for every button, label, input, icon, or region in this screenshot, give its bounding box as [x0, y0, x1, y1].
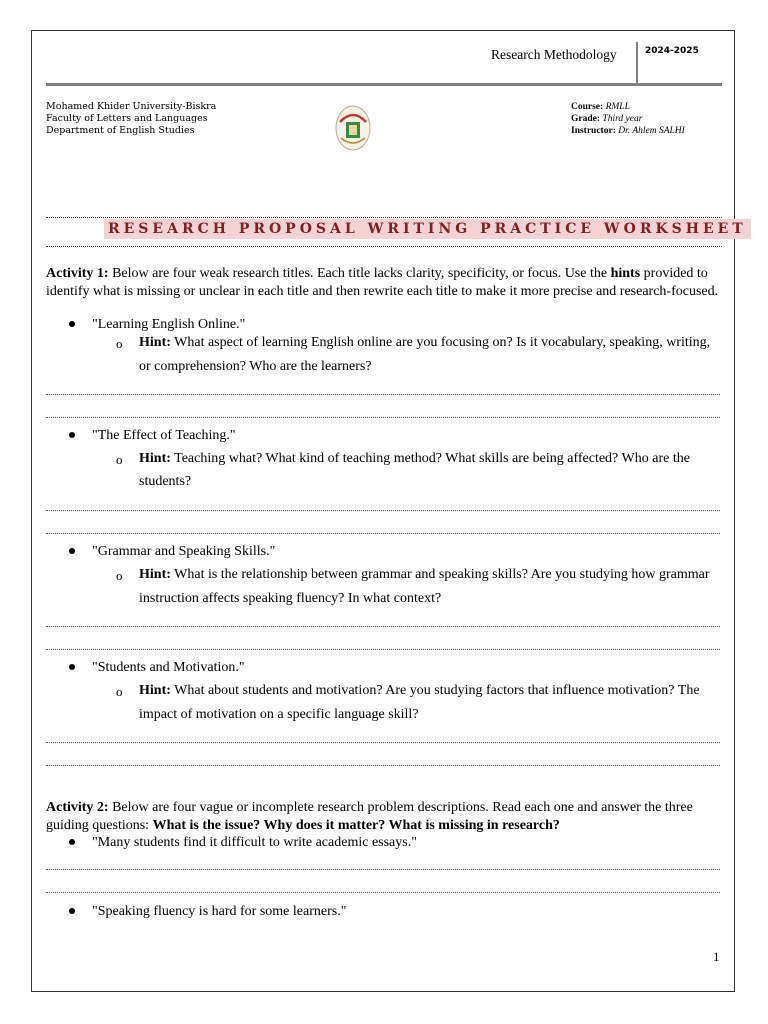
course-line: Course: RMLL — [571, 102, 630, 112]
institution-block — [46, 101, 216, 137]
answer-line — [46, 892, 720, 893]
bullet-dot — [69, 321, 75, 327]
title-rule-top — [46, 217, 722, 218]
weak-title-4: "Students and Motivation." — [92, 660, 245, 675]
answer-line — [46, 626, 720, 627]
hint-2-line2: students? — [139, 474, 192, 489]
hint-4-line1: Hint: What about students and motivation? Are you studying factors that influence motivation? The — [139, 683, 700, 698]
header-rule — [46, 83, 722, 86]
worksheet-title: RESEARCH PROPOSAL WRITING PRACTICE WORKSHEET — [108, 221, 747, 237]
activity2-label: Activity 2: — [46, 800, 109, 815]
university-logo — [334, 104, 372, 154]
problem-description-2: "Speaking fluency is hard for some learners." — [92, 904, 347, 919]
problem-description-1: "Many students find it difficult to write academic essays." — [92, 835, 417, 850]
header-year: 2024-2025 — [645, 46, 699, 56]
bullet-dot — [69, 839, 75, 845]
answer-line — [46, 533, 720, 534]
worksheet-title-box — [104, 219, 751, 239]
header-course-title: Research Methodology — [491, 47, 617, 62]
header-separator — [636, 42, 638, 84]
course-info-block — [571, 101, 685, 137]
hint-marker: o — [116, 452, 123, 467]
bullet-dot — [69, 432, 75, 438]
course-value: RMLL — [605, 102, 630, 112]
hint-marker: o — [116, 336, 123, 351]
hint-3-line2: instruction affects speaking fluency? In what context? — [139, 591, 442, 606]
activity2-intro: Activity 2: Below are four vague or incomplete research problem descriptions. Read each one and answer the three guiding questions: What is the issue? Why does it matter? What is missing in research? — [46, 800, 693, 833]
page-number: 1 — [713, 949, 720, 964]
answer-line — [46, 649, 720, 650]
answer-line — [46, 394, 720, 395]
activity1-intro: Activity 1: Below are four weak research titles. Each title lacks clarity, specificity, or focus. Use the hints provided to identify what is missing or unclear in each title and then rewrite each title to make it more precise and research-focused. — [46, 266, 719, 299]
instructor-value: Dr. Ahlem SALHI — [618, 126, 685, 136]
institution-faculty: Faculty of Letters and Languages — [46, 113, 208, 124]
hint-2-line1: Hint: Teaching what? What kind of teaching method? What skills are being affected? Who are the — [139, 451, 690, 466]
institution-university: Mohamed Khider University-Biskra — [46, 101, 217, 112]
hint-1-line2: or comprehension? Who are the learners? — [139, 359, 372, 374]
title-rule-bottom — [46, 246, 722, 247]
hint-marker: o — [116, 568, 123, 583]
activity1-label: Activity 1: — [46, 266, 109, 281]
weak-title-1: "Learning English Online." — [92, 317, 246, 332]
bullet-dot — [69, 664, 75, 670]
hint-1-line1: Hint: What aspect of learning English online are you focusing on? Is it vocabulary, speaking, writing, — [139, 335, 711, 350]
answer-line — [46, 765, 720, 766]
grade-value: Third year — [602, 114, 643, 124]
bullet-dot — [69, 548, 75, 554]
grade-line: Grade: Third year — [571, 114, 643, 124]
weak-title-2: "The Effect of Teaching." — [92, 428, 236, 443]
hint-marker: o — [116, 684, 123, 699]
instructor-line: Instructor: Dr. Ahlem SALHI — [571, 126, 685, 136]
hint-4-line2: impact of motivation on a specific language skill? — [139, 707, 419, 722]
hint-3-line1: Hint: What is the relationship between grammar and speaking skills? Are you studying how grammar — [139, 567, 710, 582]
answer-line — [46, 510, 720, 511]
answer-line — [46, 417, 720, 418]
weak-title-3: "Grammar and Speaking Skills." — [92, 544, 276, 559]
answer-line — [46, 869, 720, 870]
answer-line — [46, 742, 720, 743]
bullet-dot — [69, 908, 75, 914]
institution-department: Department of English Studies — [46, 125, 195, 136]
